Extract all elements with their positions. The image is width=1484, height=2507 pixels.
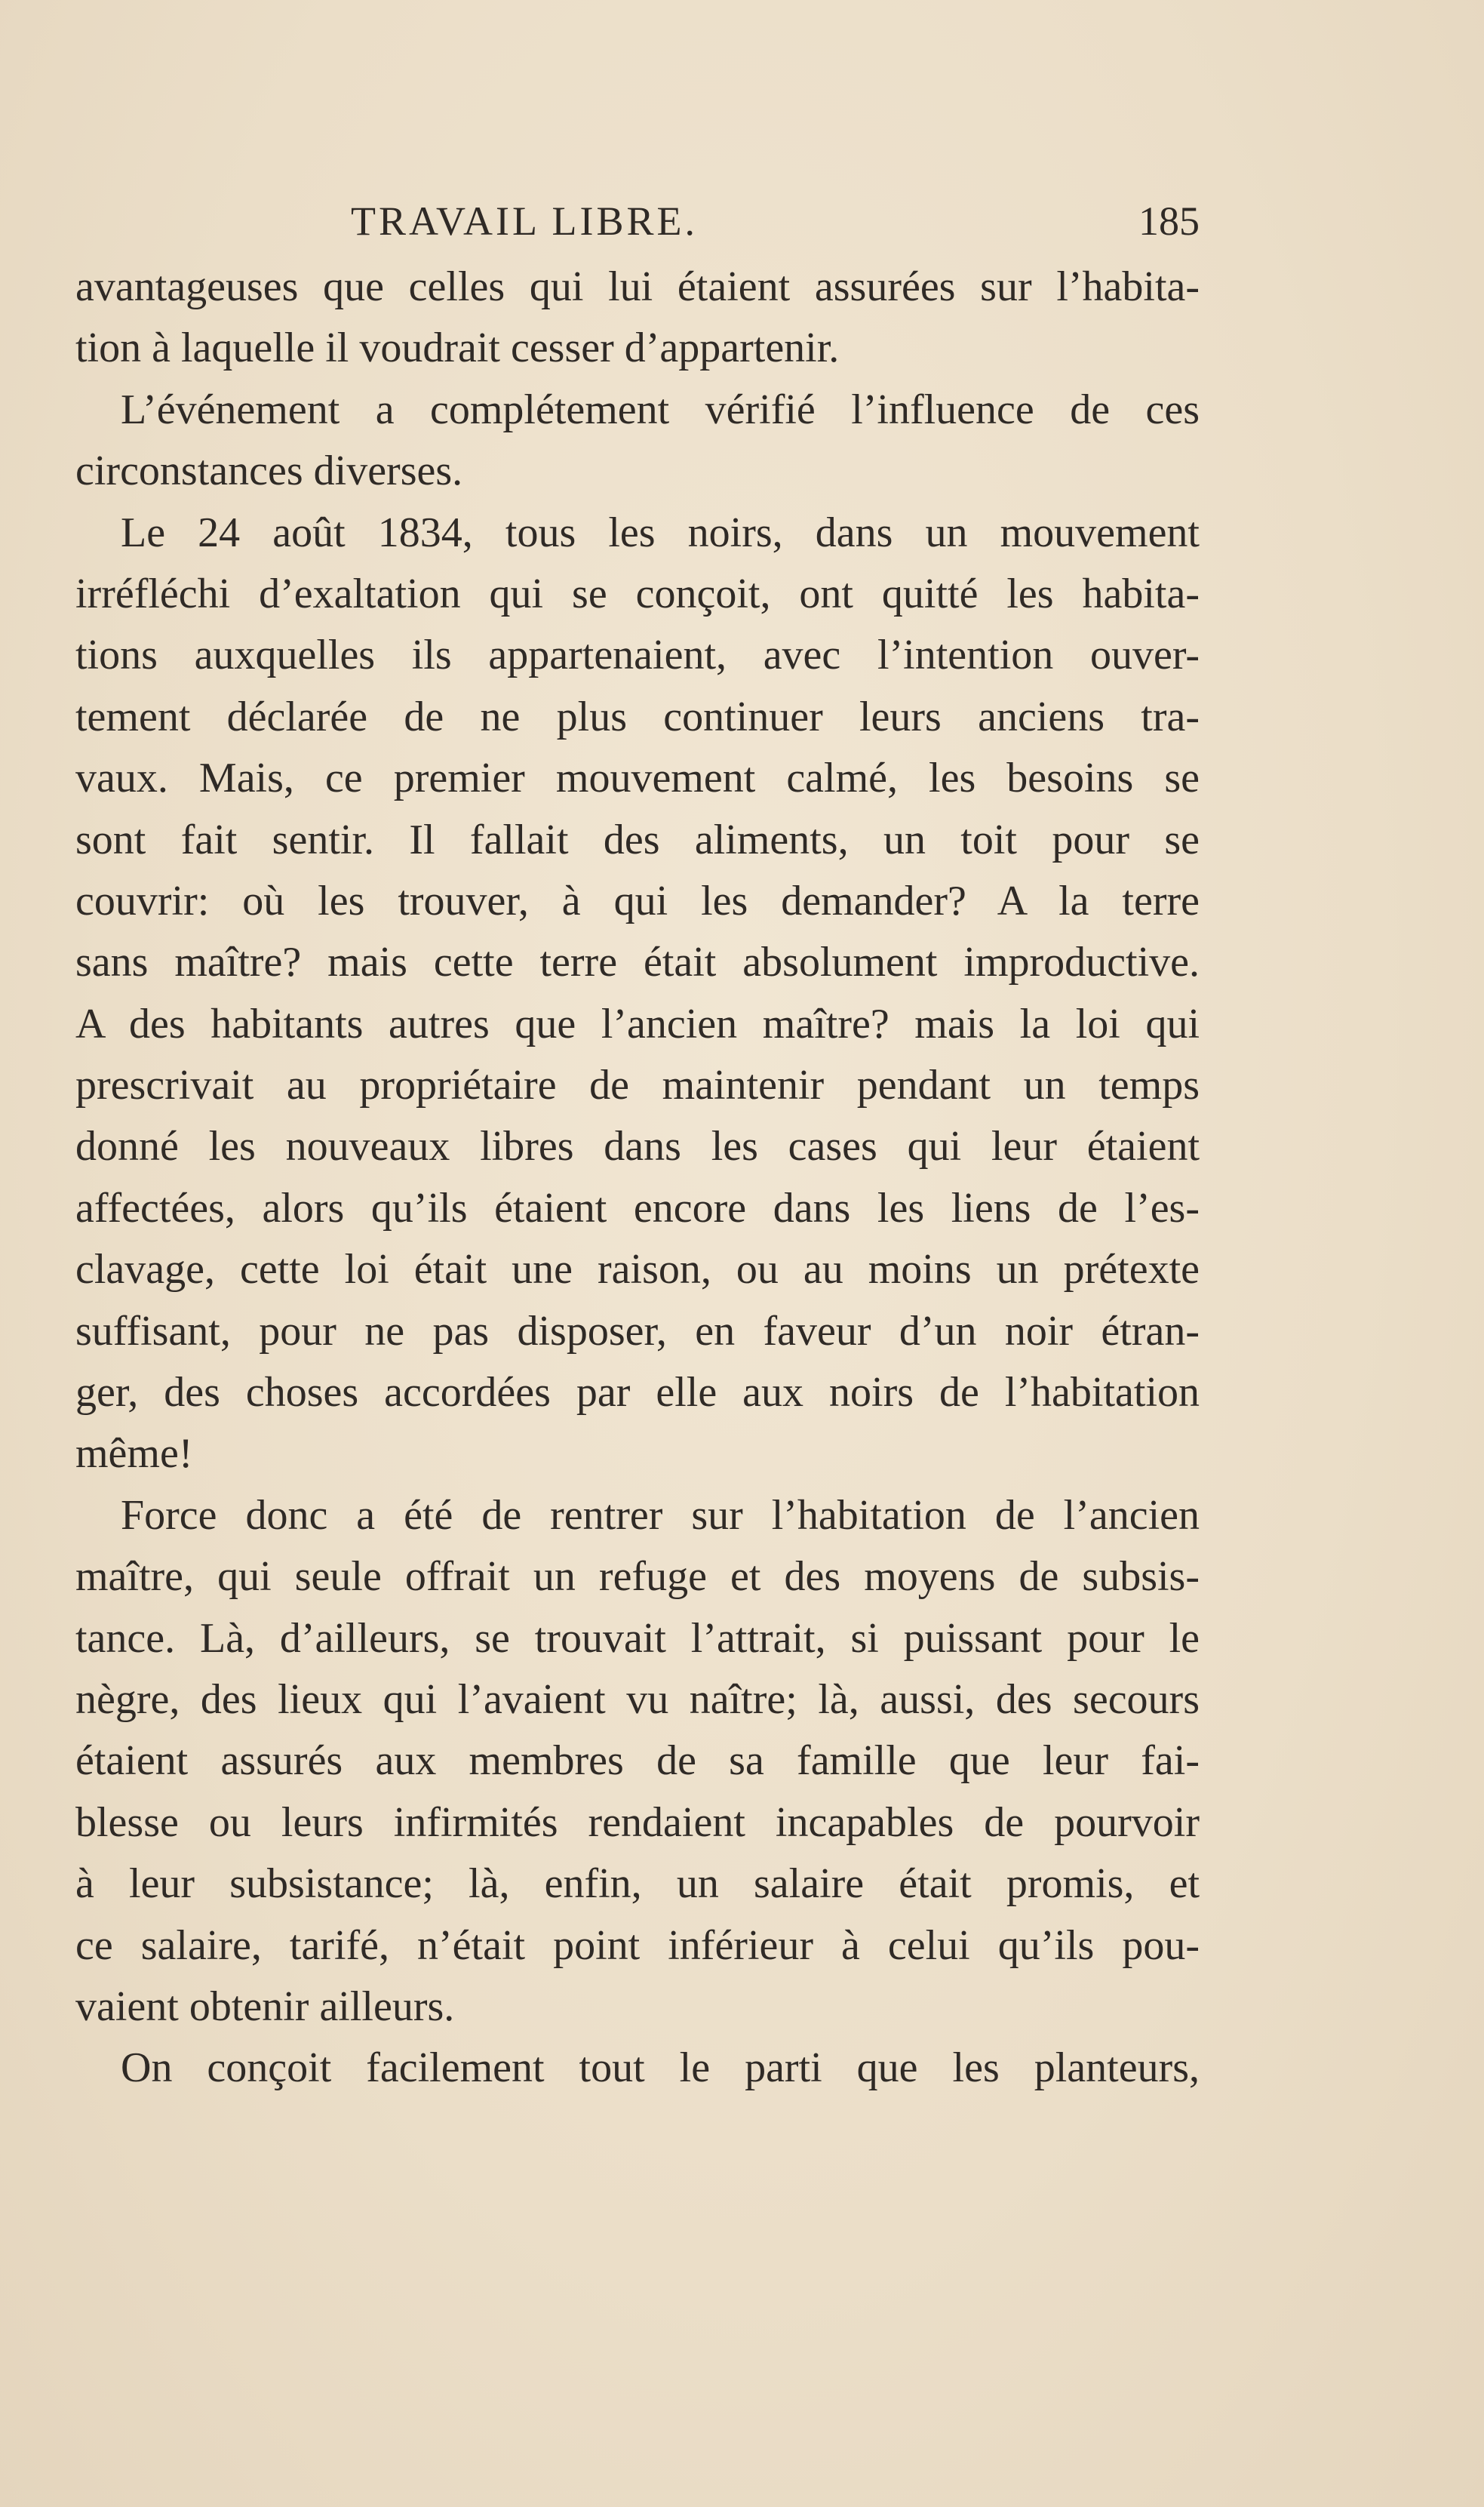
text-line: tion à laquelle il voudrait cesser d’appartenir.: [75, 325, 840, 372]
text-line: maître, qui seule offrait un refuge et des moyens de subsis-: [75, 1553, 1200, 1601]
text-line: prescrivait au propriétaire de maintenir pendant un temps: [75, 1062, 1200, 1109]
text-line: étaient assurés aux membres de sa famille que leur fai-: [75, 1737, 1200, 1785]
body-text: [75, 257, 1200, 2099]
text-line: avantageuses que celles qui lui étaient assurées sur l’habita-: [75, 263, 1200, 310]
running-head: [75, 195, 1200, 248]
text-line: ger, des choses accordées par elle aux noirs de l’habitation: [75, 1369, 1200, 1417]
text-line: suffisant, pour ne pas disposer, en faveur d’un noir étran-: [75, 1307, 1200, 1355]
text-line: couvrir: où les trouver, à qui les demander? A la terre: [75, 877, 1200, 924]
text-line: tions auxquelles ils appartenaient, avec l’intention ouver-: [75, 632, 1200, 679]
text-line: L’événement a complétement vérifié l’influence de ces: [121, 386, 1200, 433]
text-line: nègre, des lieux qui l’avaient vu naître; là, aussi, des secours: [75, 1675, 1200, 1723]
text-line: On conçoit facilement tout le parti que les planteurs,: [121, 2044, 1200, 2092]
text-line: ce salaire, tarifé, n’était point inférieur à celui qu’ils pou-: [75, 1921, 1200, 1969]
text-line: A des habitants autres que l’ancien maître? mais la loi qui: [75, 1000, 1200, 1047]
text-line: vaient obtenir ailleurs.: [75, 1983, 455, 2030]
page-number: 185: [1138, 198, 1200, 244]
text-line: affectées, alors qu’ils étaient encore dans les liens de l’es-: [75, 1184, 1200, 1232]
text-line: blesse ou leurs infirmités rendaient incapables de pourvoir: [75, 1798, 1200, 1846]
text-line: irréfléchi d’exaltation qui se conçoit, ont quitté les habita-: [75, 570, 1200, 617]
text-line: Le 24 août 1834, tous les noirs, dans un mouvement: [121, 509, 1200, 556]
text-line: clavage, cette loi était une raison, ou au moins un prétexte: [75, 1246, 1200, 1293]
running-title: TRAVAIL LIBRE.: [350, 198, 699, 244]
text-line: Force donc a été de rentrer sur l’habitation de l’ancien: [121, 1491, 1200, 1539]
text-line: sans maître? mais cette terre était absolument improductive.: [75, 939, 1200, 986]
text-line: sont fait sentir. Il fallait des aliments, un toit pour se: [75, 816, 1200, 863]
text-line: vaux. Mais, ce premier mouvement calmé, les besoins se: [75, 755, 1200, 802]
text-line: tement déclarée de ne plus continuer leurs anciens tra-: [75, 693, 1200, 740]
text-line: même!: [75, 1430, 193, 1478]
text-line: donné les nouveaux libres dans les cases qui leur étaient: [75, 1123, 1200, 1170]
text-line: tance. Là, d’ailleurs, se trouvait l’attrait, si puissant pour le: [75, 1614, 1200, 1662]
text-line: à leur subsistance; là, enfin, un salaire était promis, et: [75, 1860, 1200, 1908]
text-line: circonstances diverses.: [75, 448, 463, 495]
